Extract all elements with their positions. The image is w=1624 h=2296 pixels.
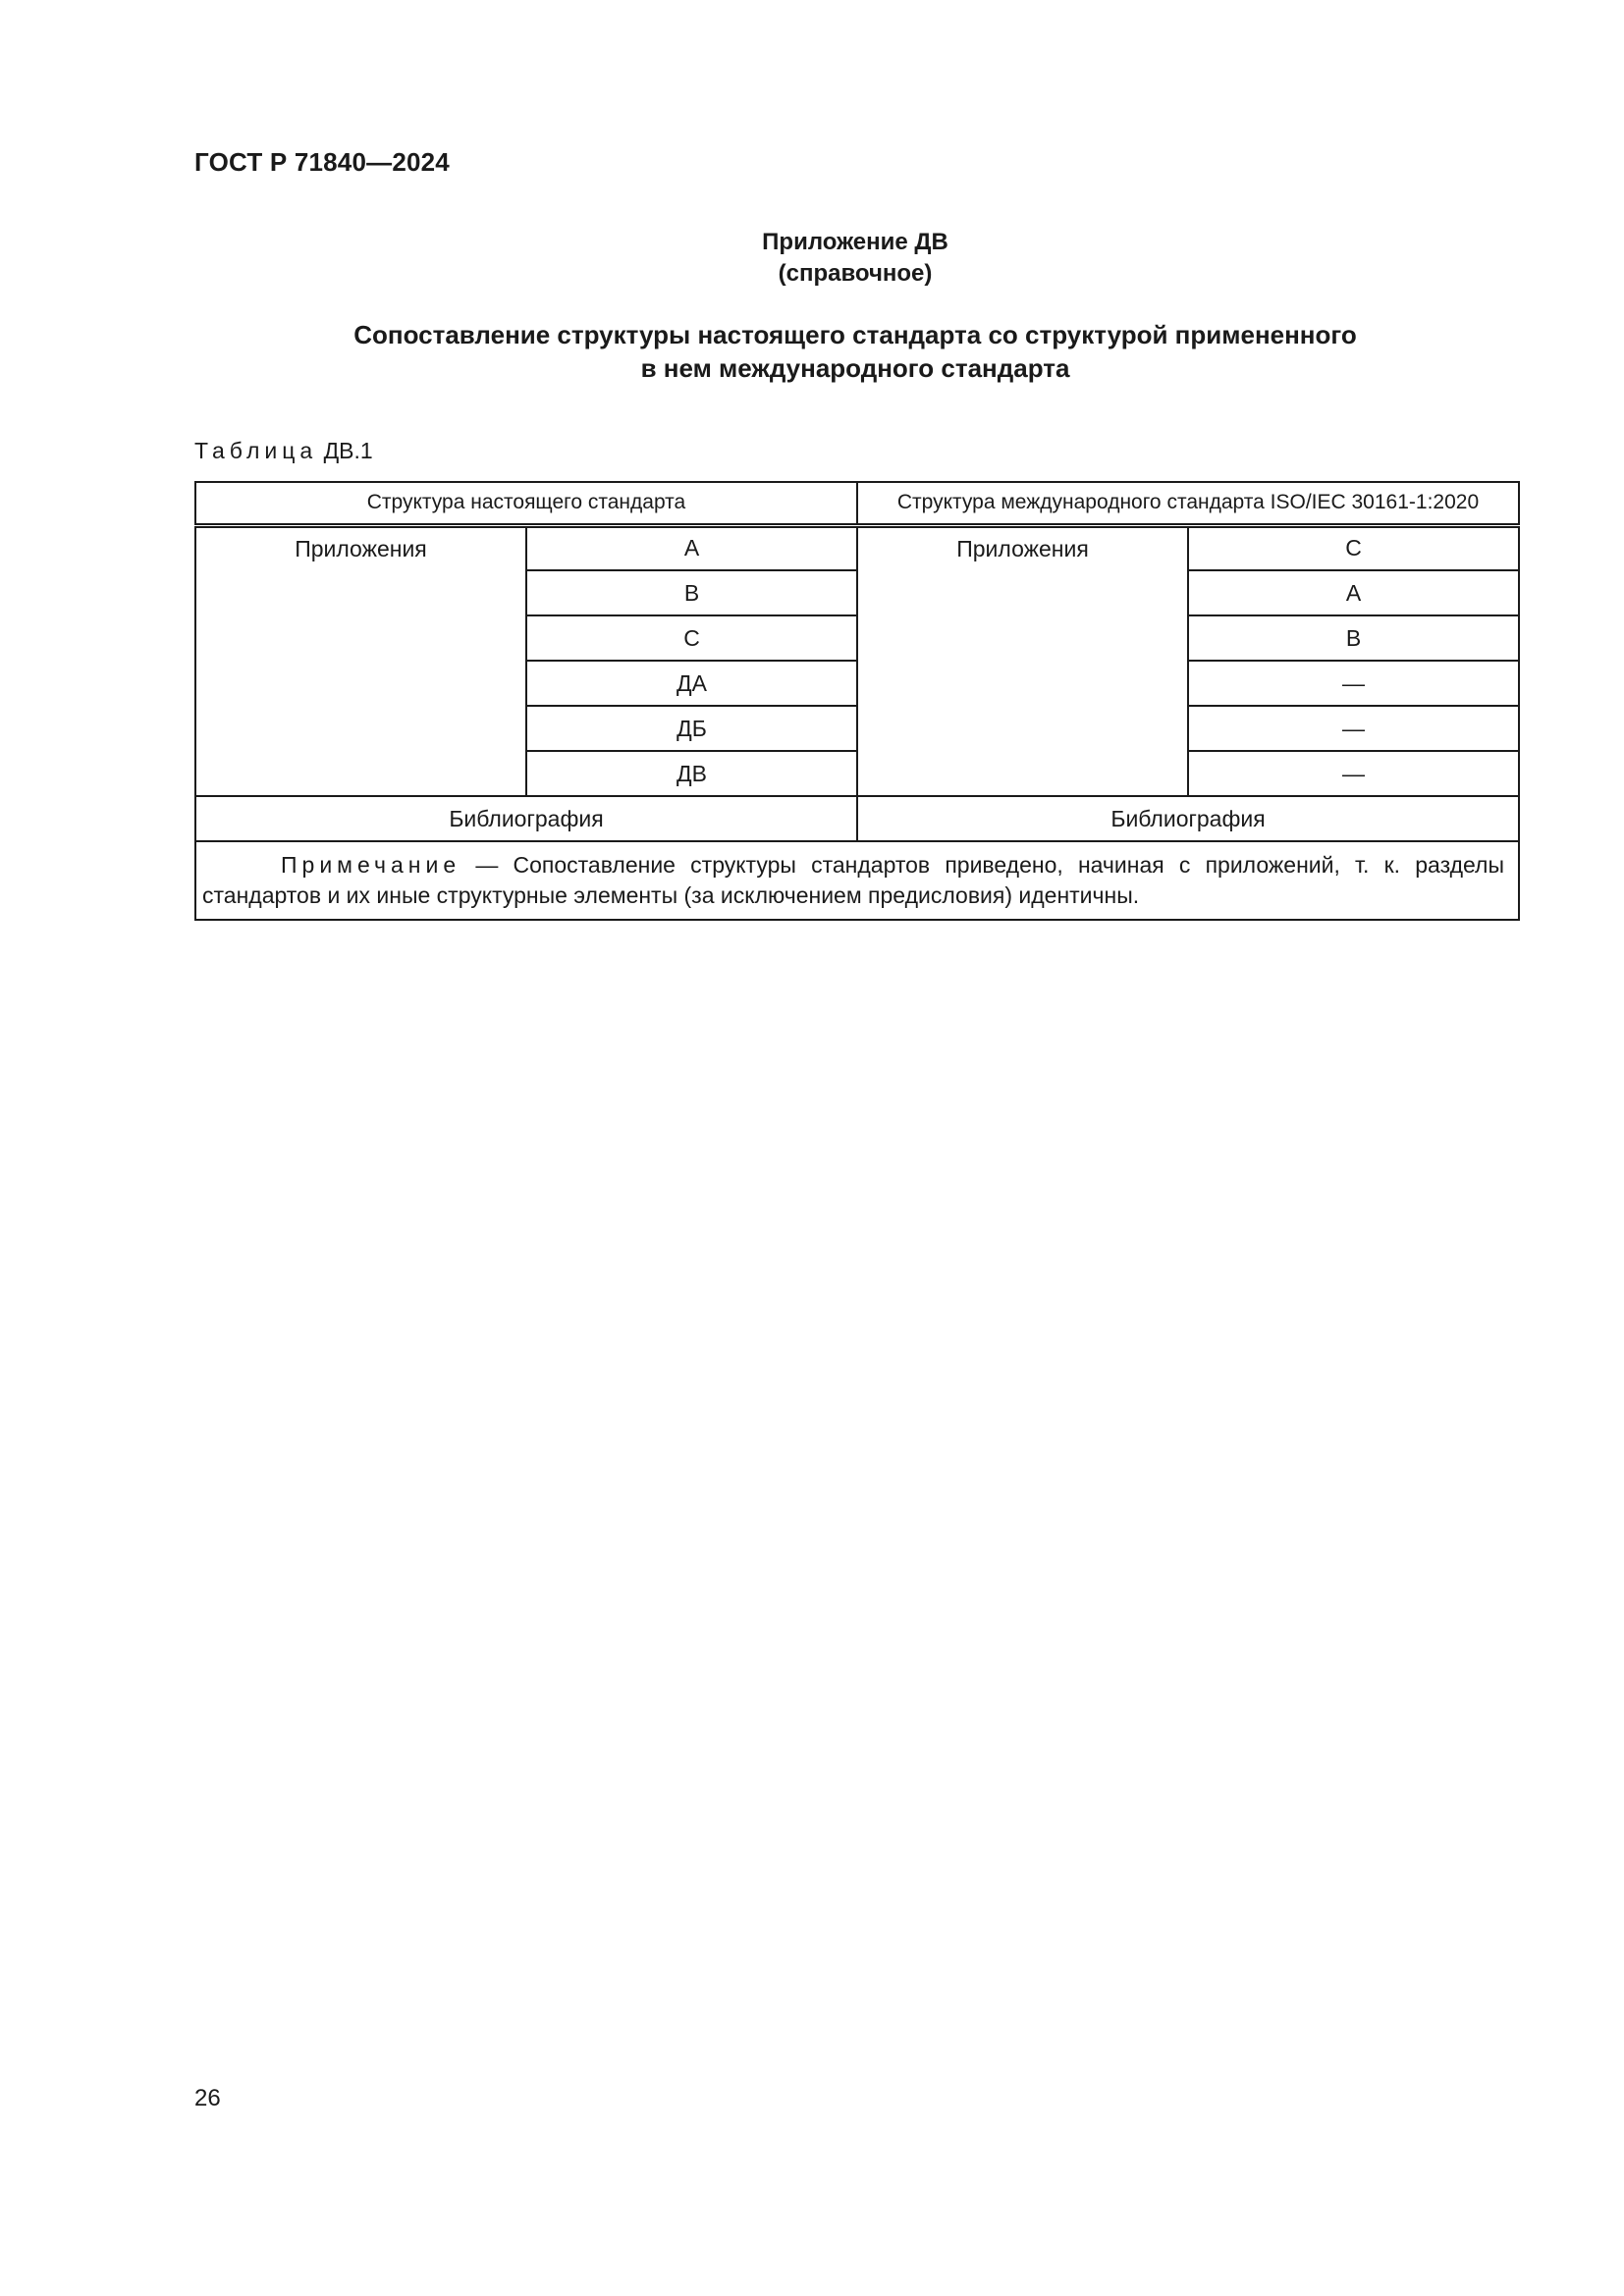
group-label-national: Приложения [195,525,526,796]
cell-national-annex: ДБ [526,706,857,751]
cell-international-annex: А [1188,570,1519,615]
table-note [195,841,1519,920]
table-caption-label: Таблица [194,438,318,463]
bibliography-international: Библиография [857,796,1519,841]
bibliography-row [195,796,1519,841]
cell-national-annex: В [526,570,857,615]
cell-national-annex: А [526,525,857,570]
cell-national-annex: С [526,615,857,661]
cell-international-annex: — [1188,706,1519,751]
appendix-subtitle: (справочное) [778,260,933,287]
structure-comparison-table [194,481,1520,921]
note-text: — Сопоставление структуры стандартов приведено, начиная с приложений, т. к. разделы стандартов и их иные структурные элементы (за исключением предисловия) идентичны. [202,852,1505,908]
table-header-row [195,482,1519,525]
table-caption-number: ДВ.1 [323,438,373,463]
bibliography-national: Библиография [195,796,857,841]
cell-national-annex: ДВ [526,751,857,796]
page-number: 26 [194,2085,221,2111]
cell-national-annex: ДА [526,661,857,706]
group-label-international: Приложения [857,525,1188,796]
main-heading-line-2: в нем международного стандарта [640,353,1070,383]
appendix-title: Приложение ДВ [762,229,948,255]
note-row [195,841,1519,920]
cell-international-annex: С [1188,525,1519,570]
table-caption [194,438,373,464]
note-label: Примечание [281,852,461,878]
cell-international-annex: В [1188,615,1519,661]
table-row [195,525,1519,570]
document-code: ГОСТ Р 71840—2024 [194,147,450,177]
main-heading [194,318,1516,385]
header-cell-national: Структура настоящего стандарта [195,482,857,525]
header-cell-international: Структура международного стандарта ISO/IEC 30161-1:2020 [857,482,1519,525]
cell-international-annex: — [1188,661,1519,706]
cell-international-annex: — [1188,751,1519,796]
appendix-title-block [194,227,1516,290]
main-heading-line-1: Сопоставление структуры настоящего стандарта со структурой примененного [353,320,1357,349]
